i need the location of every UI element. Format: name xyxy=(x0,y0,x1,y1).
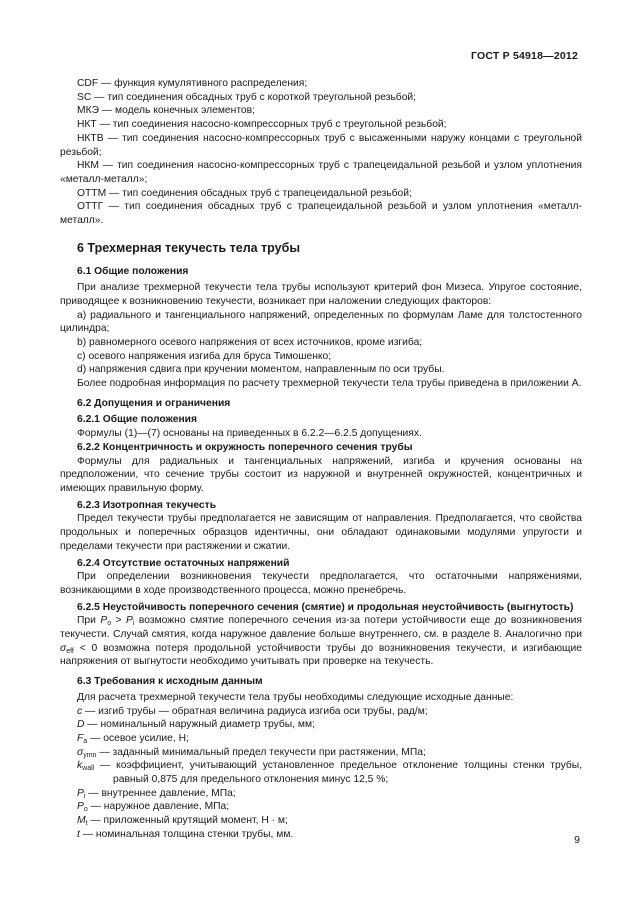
abbrev-item: НКМ — тип соединения насосно-компрессорных труб с трапецеидальной резьбой и узлом уплотнения «металл-металл»; xyxy=(60,160,582,185)
variable-definition: $M_t$ — приложенный крутящий момент, Н · м; xyxy=(77,815,288,828)
variable-definition: $P_i$ — внутреннее давление, МПа; xyxy=(77,787,236,800)
abbrev-item: ОТТГ — тип соединения обсадных труб с трапецеидальной резьбой и узлом уплотнения «металл-металл». xyxy=(60,201,582,227)
factor-item: b) равномерного осевого напряжения от всех источников, кроме изгиба; xyxy=(77,336,423,348)
factor-item: a) радиального и тангенциального напряжений, определенных по формулам Ламе для толстостенного цилиндра; xyxy=(60,309,582,335)
factor-item: c) осевого напряжения изгиба для бруса Тимошенко; xyxy=(77,350,332,362)
section-6-1-title: 6.1 Общие положения xyxy=(77,266,189,278)
section-6-2-3-title: 6.2.3 Изотропная текучесть xyxy=(77,499,217,511)
variable-definition: $F_a$ — осевое усилие, Н; xyxy=(77,732,189,745)
page-content xyxy=(60,77,582,842)
section-6-3-intro: Для расчета трехмерной текучести тела трубы необходимы следующие исходные данные: xyxy=(77,691,514,703)
section-6-2-4-title: 6.2.4 Отсутствие остаточных напряжений xyxy=(77,557,290,569)
section-6-2-title: 6.2 Допущения и ограничения xyxy=(77,397,231,409)
abbrev-item: ОТТМ — тип соединения обсадных труб с трапецеидальной резьбой; xyxy=(77,187,412,199)
abbrev-item: НКТВ — тип соединения насосно-компрессорных труб с высаженными наружу концами с треугольной резьбой; xyxy=(60,132,582,158)
abbrev-item: МКЭ — модель конечных элементов; xyxy=(77,105,255,117)
section-6-2-3-text: Предел текучести трубы предполагается не зависящим от направления. Предполагается, что свойства продольных и поперечных образцов идентичны, они обладают одинаковыми модулями упругости и пределами текучести при растяжении и сжатии. xyxy=(60,513,582,552)
abbrev-item: CDF — функция кумулятивного распределения; xyxy=(77,78,308,89)
section-6-title: 6 Трехмерная текучесть тела трубы xyxy=(77,240,300,255)
section-6-2-4-text: При определении возникновения текучести предполагается, что остаточными напряжениями, возникающими в ходе производственного процесса, можно пренебречь. xyxy=(60,571,582,596)
section-6-1-outro: Более подробная информация по расчету трехмерной текучести тела трубы приведена в приложении А. xyxy=(77,378,582,390)
section-6-3-title: 6.3 Требования к исходным данным xyxy=(77,676,263,688)
factor-item: d) напряжения сдвига при кручении моментом, направленным по оси трубы. xyxy=(77,364,445,376)
variable-definition: t — номинальная толщина стенки трубы, мм. xyxy=(77,828,294,840)
page-number: 9 xyxy=(574,834,580,846)
section-6-2-1-title: 6.2.1 Общие положения xyxy=(77,414,197,426)
section-6-2-1-text: Формулы (1)—(7) основаны на приведенных в 6.2.2—6.2.5 допущениях. xyxy=(77,428,422,440)
variable-definition: c — изгиб трубы — обратная величина радиуса изгиба оси трубы, рад/м; xyxy=(77,705,428,717)
section-6-1-intro: При анализе трехмерной текучести тела трубы используют критерий фон Мизеса. Упругое состояние, приводящее к возникновению текучести, возникает при наложении следующих факторов: xyxy=(60,282,582,307)
abbrev-item: SC — тип соединения обсадных труб с короткой треугольной резьбой; xyxy=(77,91,417,103)
section-6-2-2-text: Формулы для радиальных и тангенциальных напряжений, изгиба и кручения основаны на предположении, что сечение трубы состоит из наружной и внутренней окружностей, концентричных и имеющих правильную форму. xyxy=(60,455,582,494)
variable-definition: $k_{wall}$ — коэффициент, учитывающий установленное предельное отклонение толщины стенки трубы, равный 0,875 для предельного отклонения минус 12,5 %; xyxy=(77,760,582,786)
variable-definition: $\sigma_{ymn}$ — заданный минимальный предел текучести при растяжении, МПа; xyxy=(77,746,426,759)
section-6-2-5-text: При $P_o > P_i$ возможно смятие поперечного сечения из-за потери устойчивости еще до возникновения текучести. Случай смятия, когда наружное давление больше внутреннего, см. в разделе 8. Аналогично при $\sigma_{eff} < 0$ возможна потеря продольной устойчивости трубы до возникновения текучести, и изгибающие напряжения от выгнутости необходимо учитывать при проверке на текучесть. xyxy=(60,615,582,668)
abbrev-item: НКТ — тип соединения насосно-компрессорных труб с треугольной резьбой; xyxy=(77,119,447,131)
section-6-2-5-title: 6.2.5 Неустойчивость поперечного сечения (смятие) и продольная неустойчивость (выгнутость) xyxy=(77,601,574,613)
variable-definition: $P_o$ — наружное давление, МПа; xyxy=(77,801,230,814)
standard-header: ГОСТ Р 54918—2012 xyxy=(470,50,578,62)
variable-definition: D — номинальный наружный диаметр трубы, мм; xyxy=(77,719,315,731)
section-6-2-2-title: 6.2.2 Концентричность и окружность поперечного сечения трубы xyxy=(77,441,413,453)
